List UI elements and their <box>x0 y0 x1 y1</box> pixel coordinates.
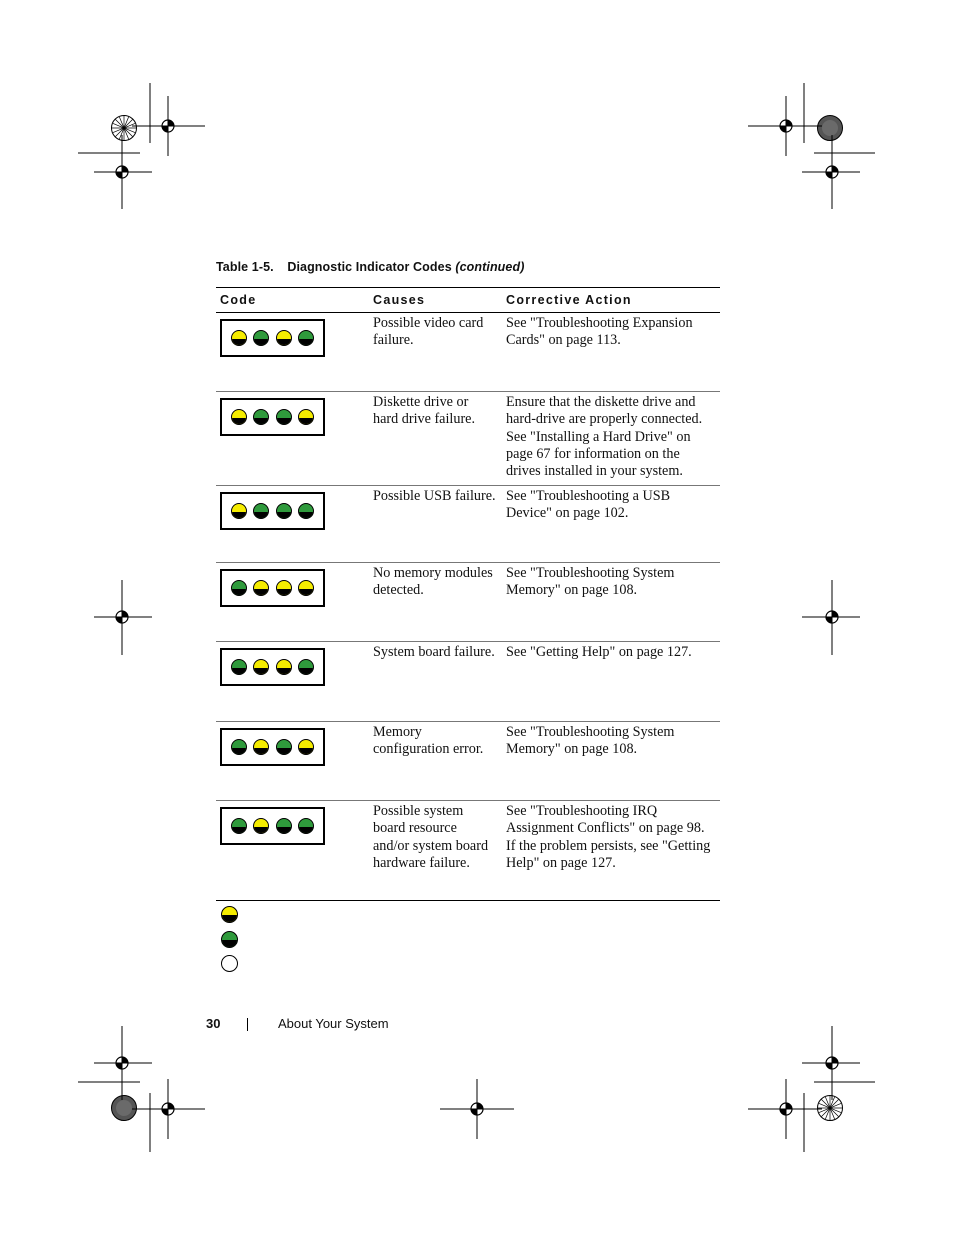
led-panel <box>220 319 325 357</box>
code-cell <box>216 313 367 392</box>
led-panel <box>220 648 325 686</box>
action-cell: See "Troubleshooting Expansion Cards" on page 113. <box>500 313 720 392</box>
diagnostic-codes-table <box>216 287 720 901</box>
led-panel <box>220 398 325 436</box>
led-yellow-icon <box>253 580 269 596</box>
led-yellow-icon <box>253 739 269 755</box>
led-green-icon <box>298 818 314 834</box>
action-cell: See "Troubleshooting a USB Device" on page 102. <box>500 486 720 563</box>
footer-section-title: About Your System <box>278 1016 389 1031</box>
cause-cell: Possible video card failure. <box>367 313 500 392</box>
led-green-icon <box>253 503 269 519</box>
cause-cell: Memory configuration error. <box>367 722 500 801</box>
action-cell: See "Troubleshooting IRQ Assignment Conflicts" on page 98. If the problem persists, see "Getting Help" on page 127. <box>506 803 711 871</box>
cause-cell: No memory modules detected. <box>367 563 500 642</box>
table-title: Diagnostic Indicator Codes <box>287 260 452 274</box>
led-yellow-icon <box>298 580 314 596</box>
led-green-icon <box>298 659 314 675</box>
header-causes: Causes <box>367 288 500 313</box>
action-cell: See "Troubleshooting System Memory" on page 108. <box>500 722 720 801</box>
led-green-icon <box>231 739 247 755</box>
led-panel <box>220 569 325 607</box>
led-green-icon <box>298 330 314 346</box>
led-green-icon <box>231 818 247 834</box>
cause-cell: Possible system board resource and/or system board hardware failure. <box>373 803 489 871</box>
table-row <box>216 313 720 392</box>
legend-item <box>221 906 238 923</box>
led-yellow-icon <box>253 818 269 834</box>
table-row <box>216 563 720 642</box>
table-row <box>216 392 720 486</box>
led-green-icon <box>276 739 292 755</box>
table-row <box>216 722 720 801</box>
legend-item <box>221 955 238 972</box>
cause-cell: System board failure. <box>367 642 500 722</box>
led-yellow-icon <box>276 659 292 675</box>
led-green-icon <box>231 659 247 675</box>
table-row <box>216 486 720 563</box>
led-green-icon <box>276 503 292 519</box>
action-cell: See "Getting Help" on page 127. <box>500 642 720 722</box>
code-cell <box>216 563 367 642</box>
led-yellow-icon <box>253 659 269 675</box>
action-cell: See "Troubleshooting System Memory" on page 108. <box>500 563 720 642</box>
table-row <box>216 801 720 901</box>
footer-separator <box>247 1018 248 1031</box>
led-panel <box>220 728 325 766</box>
table-row <box>216 642 720 722</box>
led-yellow-icon <box>231 409 247 425</box>
table-label: Table 1-5. <box>216 260 274 274</box>
code-cell <box>216 642 367 722</box>
led-green-icon <box>221 931 238 948</box>
led-green-icon <box>253 330 269 346</box>
led-yellow-icon <box>221 906 238 923</box>
table-bottom-rule <box>216 900 720 901</box>
led-yellow-icon <box>231 330 247 346</box>
action-cell: Ensure that the diskette drive and hard-drive are properly connected. See "Installing a Hard Drive" on page 67 for information on the drives installed in your system. <box>500 392 720 486</box>
cause-cell: Possible USB failure. <box>367 486 500 563</box>
header-corrective-action: Corrective Action <box>500 288 720 313</box>
header-code: Code <box>216 288 367 313</box>
led-green-icon <box>253 409 269 425</box>
led-panel <box>220 807 325 845</box>
code-cell <box>216 392 367 486</box>
led-green-icon <box>298 503 314 519</box>
table-header-row <box>216 288 720 313</box>
code-cell <box>216 486 367 563</box>
led-yellow-icon <box>231 503 247 519</box>
cause-cell: Diskette drive or hard drive failure. <box>367 392 500 486</box>
led-yellow-icon <box>298 409 314 425</box>
table-continued: (continued) <box>455 260 525 274</box>
led-yellow-icon <box>298 739 314 755</box>
legend-item <box>221 931 238 948</box>
page-number: 30 <box>206 1016 221 1031</box>
led-green-icon <box>231 580 247 596</box>
led-green-icon <box>276 818 292 834</box>
code-cell <box>216 801 367 901</box>
led-yellow-icon <box>276 330 292 346</box>
led-off-icon <box>221 955 238 972</box>
led-yellow-icon <box>276 580 292 596</box>
led-green-icon <box>276 409 292 425</box>
table-caption <box>216 260 524 274</box>
code-cell <box>216 722 367 801</box>
led-panel <box>220 492 325 530</box>
